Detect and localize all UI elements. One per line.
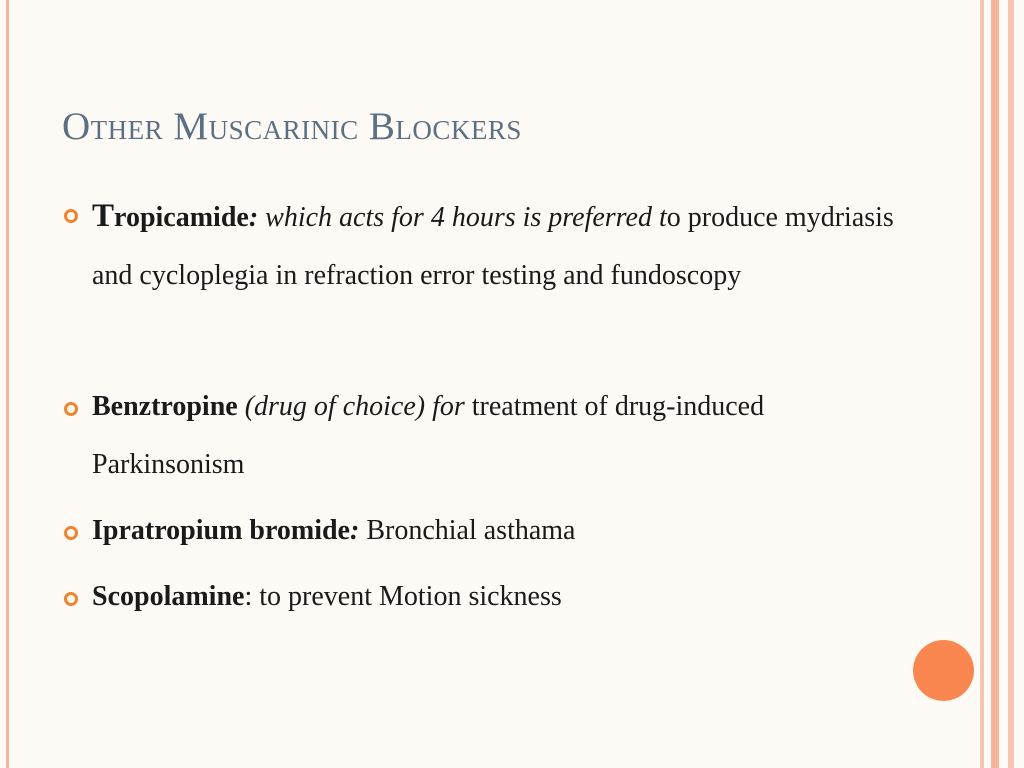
text-run: (drug of choice) for [237,391,465,422]
bullet-text [92,187,902,305]
bullet-marker-icon [64,402,78,416]
right-stripe-edge [1008,0,1014,768]
right-stripe-thin [980,0,984,768]
text-run: : [248,202,259,233]
bullet-text [92,378,902,494]
text-run: Scopolamine [92,581,245,612]
bullet-marker-icon [64,526,78,540]
bullet-tropicamide [92,187,902,305]
bullet-marker-icon [64,209,78,223]
text-run: ropicamide [114,202,249,233]
text-run: Ipratropium bromide [92,515,350,546]
text-run: Bronchial asthama [359,515,576,546]
bullet-marker-icon [64,592,78,606]
text-run: treatment of drug-induced Parkinsonism [92,391,765,480]
right-stripe-wide [991,0,999,768]
bullet-benztropine [92,378,902,494]
slide-title: Other Muscarinic Blockers [62,105,522,148]
text-run: T [92,198,115,234]
text-run: o produce mydriasis and cycloplegia in refraction error testing and fundoscopy [92,202,894,291]
text-run: : to prevent Motion sickness [244,581,562,612]
text-run: : [350,515,360,546]
bullet-text [92,568,902,626]
bullet-scopolamine [92,568,902,626]
text-run: which acts for 4 hours is preferred t [258,202,667,233]
bullet-text [92,502,902,560]
text-run: Benztropine [92,391,238,422]
bullet-ipratropium [92,502,902,560]
